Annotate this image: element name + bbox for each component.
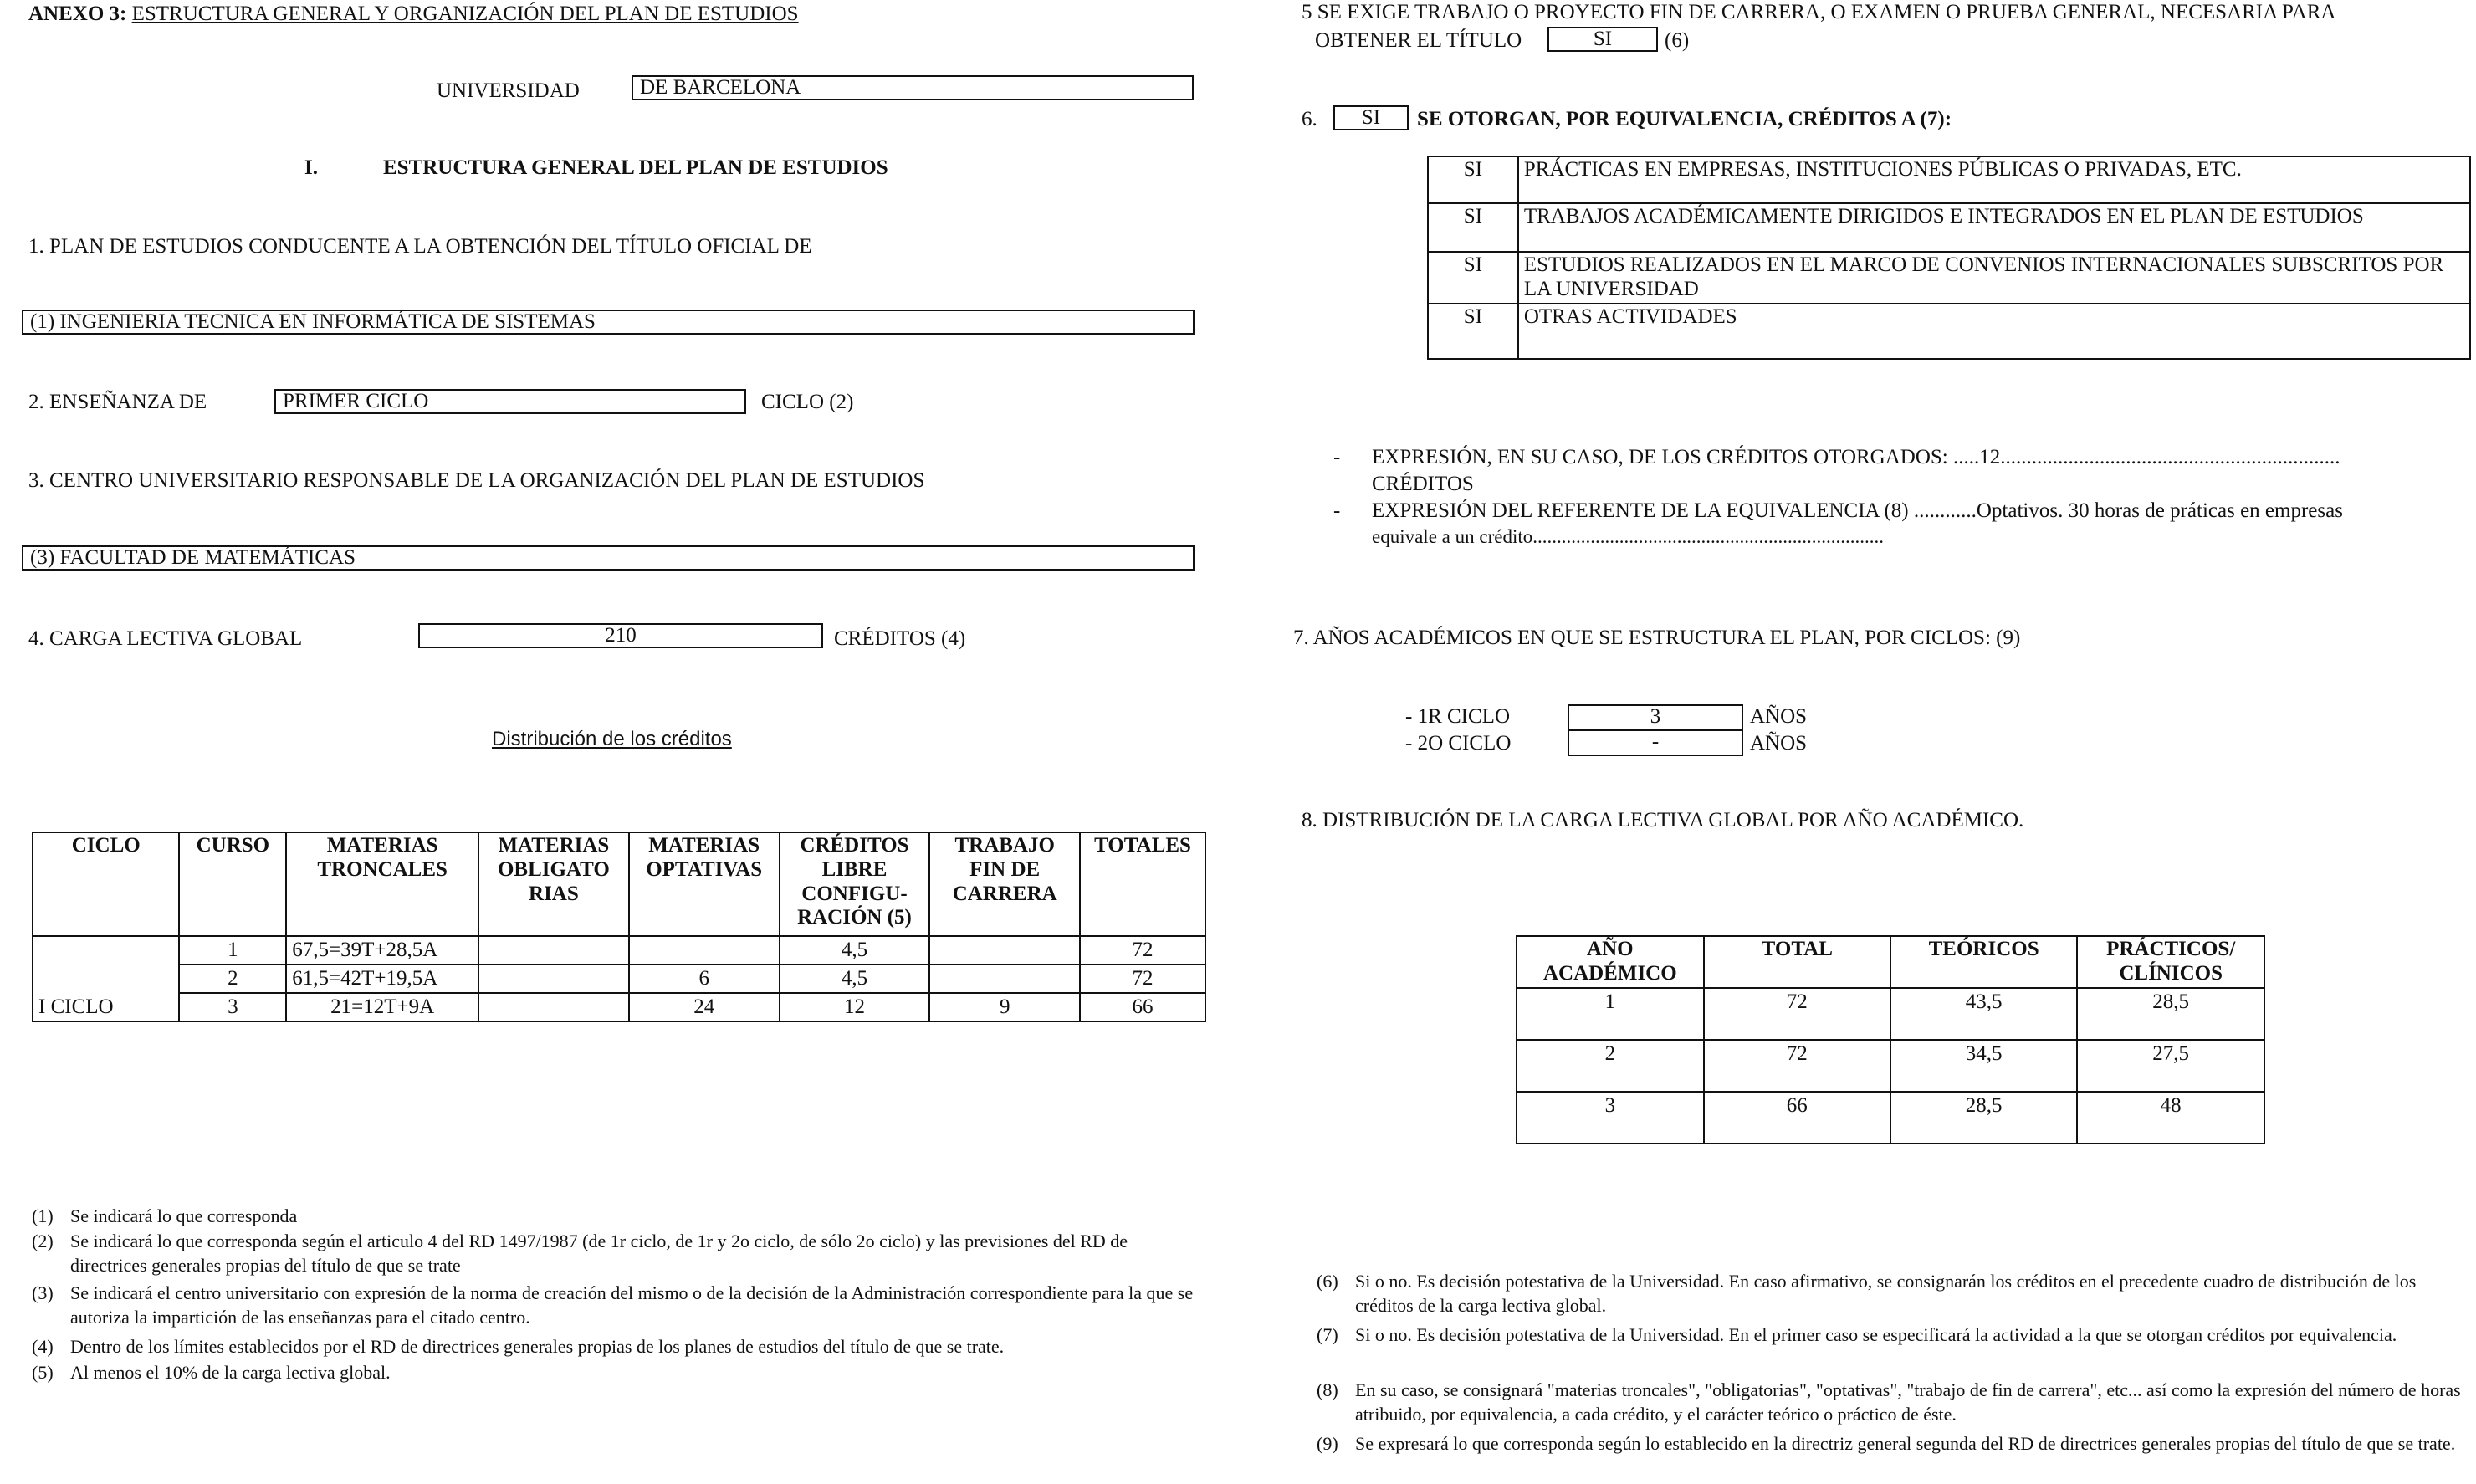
table-cell: 6	[629, 965, 780, 993]
item7-label: 7. AÑOS ACADÉMICOS EN QUE SE ESTRUCTURA EL PLAN, POR CICLOS: (9)	[1293, 627, 2021, 649]
footnote-text: Dentro de los límites establecidos por el RD de directrices generales propias de los planes de estudios del título de que se trate.	[70, 1336, 1005, 1357]
carga-field: 210	[418, 623, 823, 648]
table-cell: 72	[1704, 1040, 1890, 1092]
table-cell: 2	[179, 965, 286, 993]
table-cell: 1	[1517, 988, 1704, 1040]
col-totales: TOTALES	[1080, 832, 1205, 936]
footnote-text: Se indicará el centro universitario con expresión de la norma de creación del mismo o de la decisión de la Administración correspondiente para la que se autoriza la impartición de las enseñanzas para el citado centro.	[70, 1282, 1194, 1328]
table-cell: 12	[780, 993, 930, 1021]
referente-equivalencia-cont: equivale a un crédito.........................................................................	[1372, 526, 1884, 547]
ciclo1-unit: AÑOS	[1750, 705, 1808, 728]
footnote-text: Se indicará lo que corresponda según el articulo 4 del RD 1497/1987 (de 1r ciclo, de 1r y 2o ciclo, de sólo 2o ciclo) y las previsiones del RD de directrices generales propias del título de que se trate	[70, 1231, 1128, 1276]
col-troncales: MATERIAS TRONCALES	[286, 832, 478, 936]
table-cell: 67,5=39T+28,5A	[286, 936, 478, 965]
col-trabajo: TRABAJO FIN DE CARRERA	[929, 832, 1080, 936]
table-row	[1517, 988, 2264, 1040]
table-cell: 66	[1080, 993, 1205, 1021]
ciclo1-label: - 1R CICLO	[1405, 705, 1510, 728]
col-teoricos: TEÓRICOS	[1890, 936, 2077, 988]
centro-field: (3) FACULTAD DE MATEMÁTICAS	[22, 545, 1195, 571]
footnote	[32, 1205, 1203, 1229]
table-cell	[929, 936, 1080, 965]
table-cell: PRÁCTICAS EN EMPRESAS, INSTITUCIONES PÚBLICAS O PRIVADAS, ETC.	[1518, 156, 2470, 203]
col-optativas: MATERIAS OPTATIVAS	[629, 832, 780, 936]
table-cell: 72	[1704, 988, 1890, 1040]
table-cell	[478, 993, 629, 1021]
footnote-number: (5)	[32, 1362, 54, 1383]
item5-line2: OBTENER EL TÍTULO	[1315, 29, 1522, 52]
footnote	[32, 1361, 1203, 1385]
table-row	[1517, 1040, 2264, 1092]
col-ano: AÑO ACADÉMICO	[1517, 936, 1704, 988]
table-cell: 3	[179, 993, 286, 1021]
item2-label: 2. ENSEÑANZA DE	[28, 391, 207, 413]
table-cell: 21=12T+9A	[286, 993, 478, 1021]
table-cell: 2	[1517, 1040, 1704, 1092]
creditos-otorgados-cont: CRÉDITOS	[1372, 473, 1474, 495]
table-row	[1428, 252, 2470, 304]
referente-equivalencia: EXPRESIÓN DEL REFERENTE DE LA EQUIVALENCIA (8) ............Optativos. 30 horas de práticas en empresas	[1372, 499, 2343, 522]
university-label: UNIVERSIDAD	[437, 79, 580, 102]
table-cell: 4,5	[780, 965, 930, 993]
carga-header-row	[1517, 936, 2264, 988]
table-cell: OTRAS ACTIVIDADES	[1518, 304, 2470, 359]
carga-table	[1516, 935, 2265, 1144]
table-row	[1428, 156, 2470, 203]
table-row	[1517, 1092, 2264, 1144]
item4-suffix: CRÉDITOS (4)	[834, 627, 966, 650]
table-cell	[478, 965, 629, 993]
table-cell: SI	[1428, 252, 1518, 304]
ciclo2-unit: AÑOS	[1750, 732, 1808, 755]
table-cell: SI	[1428, 156, 1518, 203]
ciclo2-years: -	[1568, 729, 1743, 756]
table-row	[33, 936, 1205, 965]
footnote	[32, 1335, 1203, 1359]
footnote-text: Si o no. Es decisión potestativa de la Universidad. En el primer caso se especificará la actividad a la que se otorgan créditos por equivalencia.	[1355, 1324, 2397, 1345]
col-obligatorias: MATERIAS OBLIGATO RIAS	[478, 832, 629, 936]
table-cell: 28,5	[1890, 1092, 2077, 1144]
table-cell: 28,5	[2077, 988, 2264, 1040]
item6-number: 6.	[1302, 108, 1317, 130]
table-cell: ESTUDIOS REALIZADOS EN EL MARCO DE CONVENIOS INTERNACIONALES SUBSCRITOS POR LA UNIVERSIDAD	[1518, 252, 2470, 304]
distribution-header-row	[33, 832, 1205, 936]
title-field: (1) INGENIERIA TECNICA EN INFORMÁTICA DE SISTEMAS	[22, 310, 1195, 335]
footnote-number: (9)	[1317, 1433, 1338, 1454]
bullet: -	[1333, 499, 1341, 522]
footnote	[32, 1282, 1203, 1329]
table-cell: 1	[179, 936, 286, 965]
item4-label: 4. CARGA LECTIVA GLOBAL	[28, 627, 303, 650]
footnote-number: (3)	[32, 1282, 54, 1303]
ciclo2-label: - 2O CICLO	[1405, 732, 1512, 755]
table-cell: 43,5	[1890, 988, 2077, 1040]
table-row	[33, 993, 1205, 1021]
footnote	[1317, 1379, 2471, 1426]
annex-title: ESTRUCTURA GENERAL Y ORGANIZACIÓN DEL PLAN DE ESTUDIOS	[131, 3, 799, 25]
footnote-number: (1)	[32, 1205, 54, 1226]
table-row	[1428, 304, 2470, 359]
creditos-otorgados: EXPRESIÓN, EN SU CASO, DE LOS CRÉDITOS OTORGADOS: .....12.................................................................	[1372, 446, 2340, 468]
item5-line1: 5 SE EXIGE TRABAJO O PROYECTO FIN DE CARRERA, O EXAMEN O PRUEBA GENERAL, NECESARIA PARA	[1302, 1, 2336, 23]
table-cell: 61,5=42T+19,5A	[286, 965, 478, 993]
footnote-number: (4)	[32, 1336, 54, 1357]
table-cell: 34,5	[1890, 1040, 2077, 1092]
footnote-text: Al menos el 10% de la carga lectiva global.	[70, 1362, 391, 1383]
item8-label: 8. DISTRIBUCIÓN DE LA CARGA LECTIVA GLOBAL POR AÑO ACADÉMICO.	[1302, 809, 2024, 832]
item6-label: SE OTORGAN, POR EQUIVALENCIA, CRÉDITOS A (7):	[1417, 108, 1952, 130]
distribution-table	[32, 832, 1206, 1022]
table-cell: 3	[1517, 1092, 1704, 1144]
footnote	[1317, 1270, 2471, 1318]
bullet: -	[1333, 446, 1341, 468]
footnote	[1317, 1323, 2471, 1348]
table-cell: TRABAJOS ACADÉMICAMENTE DIRIGIDOS E INTEGRADOS EN EL PLAN DE ESTUDIOS	[1518, 203, 2470, 252]
distribution-title: Distribución de los créditos	[492, 728, 732, 750]
footnote	[1317, 1432, 2471, 1456]
item3-label: 3. CENTRO UNIVERSITARIO RESPONSABLE DE LA ORGANIZACIÓN DEL PLAN DE ESTUDIOS	[28, 469, 925, 492]
col-total: TOTAL	[1704, 936, 1890, 988]
table-row	[1428, 203, 2470, 252]
footnote-number: (6)	[1317, 1271, 1338, 1292]
footnote	[32, 1230, 1203, 1277]
item2-suffix: CICLO (2)	[761, 391, 854, 413]
footnote-text: Se expresará lo que corresponda según lo establecido en la directriz general segunda del RD de directrices generales propias del título de que se trate.	[1355, 1433, 2456, 1454]
table-cell	[929, 965, 1080, 993]
table-cell: 72	[1080, 965, 1205, 993]
table-cell: 27,5	[2077, 1040, 2264, 1092]
table-cell: 4,5	[780, 936, 930, 965]
equivalencia-field: SI	[1333, 105, 1409, 130]
annex-header	[28, 2, 799, 27]
ciclo1-years: 3	[1568, 704, 1743, 731]
col-curso: CURSO	[179, 832, 286, 936]
col-ciclo: CICLO	[33, 832, 179, 936]
footnote-number: (7)	[1317, 1324, 1338, 1345]
table-row	[33, 965, 1205, 993]
table-cell	[629, 936, 780, 965]
table-cell: 66	[1704, 1092, 1890, 1144]
table-cell: SI	[1428, 304, 1518, 359]
ciclo-cell: I CICLO	[33, 936, 179, 1021]
university-field: DE BARCELONA	[632, 75, 1194, 100]
table-cell: SI	[1428, 203, 1518, 252]
activities-table	[1427, 156, 2471, 360]
item1-label: 1. PLAN DE ESTUDIOS CONDUCENTE A LA OBTENCIÓN DEL TÍTULO OFICIAL DE	[28, 235, 812, 258]
footnote-number: (2)	[32, 1231, 54, 1251]
footnote-text: Se indicará lo que corresponda	[70, 1205, 298, 1226]
col-libre: CRÉDITOS LIBRE CONFIGU-RACIÓN (5)	[780, 832, 930, 936]
table-cell: 24	[629, 993, 780, 1021]
trabajo-field: SI	[1548, 27, 1658, 52]
table-cell: 48	[2077, 1092, 2264, 1144]
footnote-text: En su caso, se consignará "materias troncales", "obligatorias", "optativas", "trabajo de fin de carrera", etc... así como la expresión del número de horas atribuido, por equivalencia, a cada crédito, y el carácter teórico o práctico de éste.	[1355, 1379, 2461, 1425]
annex-label: ANEXO 3:	[28, 3, 127, 25]
col-practicos: PRÁCTICOS/ CLÍNICOS	[2077, 936, 2264, 988]
table-cell: 9	[929, 993, 1080, 1021]
table-cell	[478, 936, 629, 965]
item5-suffix: (6)	[1665, 29, 1690, 52]
ensenanza-field: PRIMER CICLO	[274, 389, 746, 414]
footnote-text: Si o no. Es decisión potestativa de la Universidad. En caso afirmativo, se consignarán los créditos en el precedente cuadro de distribución de los créditos de la carga lectiva global.	[1355, 1271, 2417, 1316]
section-title: ESTRUCTURA GENERAL DEL PLAN DE ESTUDIOS	[383, 156, 888, 179]
section-number: I.	[304, 156, 318, 179]
footnote-number: (8)	[1317, 1379, 1338, 1400]
table-cell: 72	[1080, 936, 1205, 965]
